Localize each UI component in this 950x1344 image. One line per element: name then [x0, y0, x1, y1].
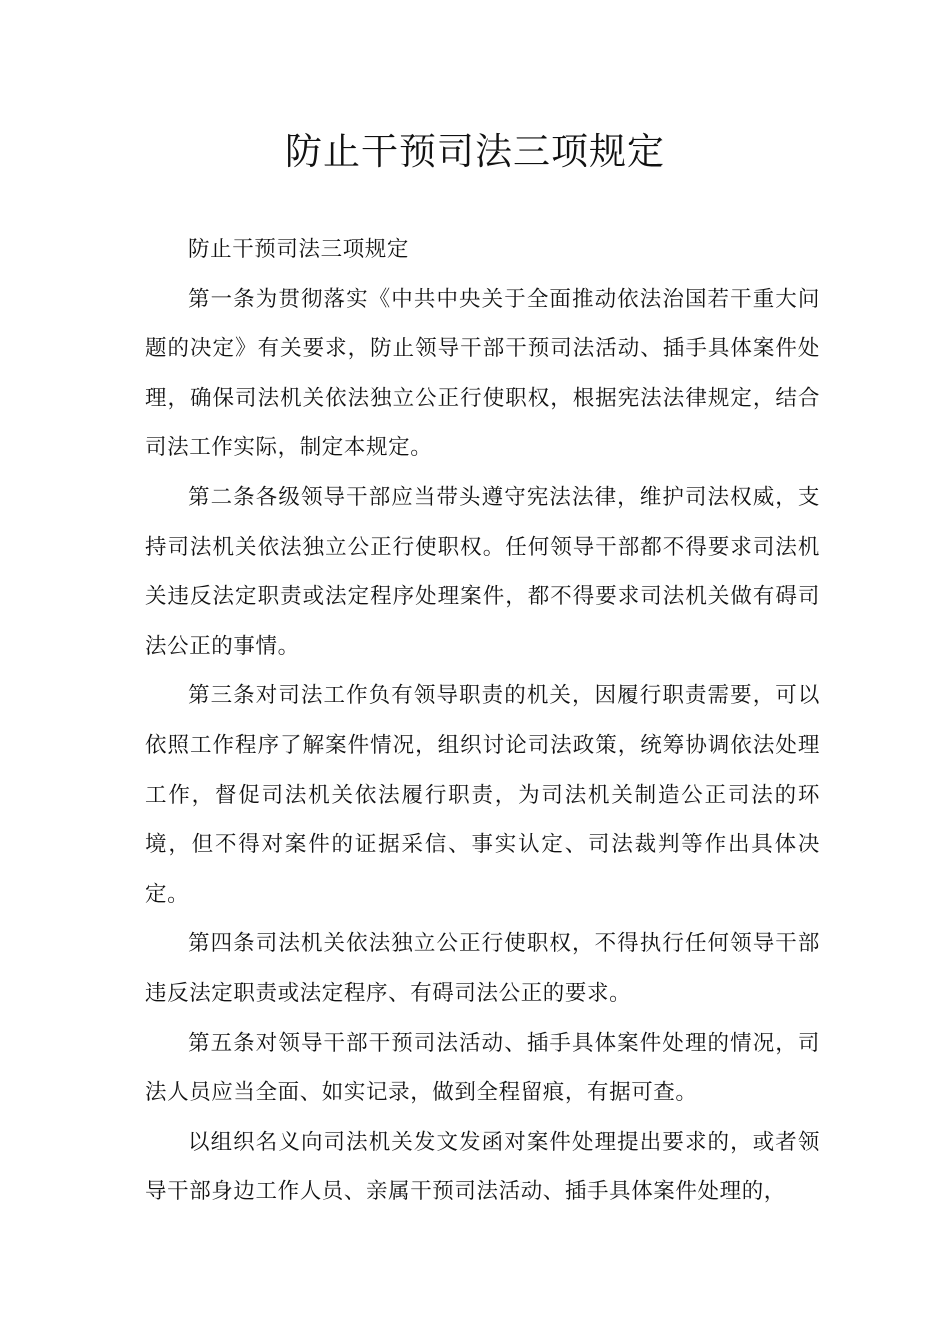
- paragraph-article-1: 第一条为贯彻落实《中共中央关于全面推动依法治国若干重大问题的决定》有关要求，防止领导干部干预司法活动、插手具体案件处理，确保司法机关依法独立公正行使职权，根据宪法法律规定，结合司法工作实际，制定本规定。: [145, 286, 820, 461]
- document-body: [145, 225, 820, 1217]
- paragraph-article-3: 第三条对司法工作负有领导职责的机关，因履行职责需要，可以依照工作程序了解案件情况，组织讨论司法政策，统筹协调依法处理工作，督促司法机关依法履行职责，为司法机关制造公正司法的环境，但不得对案件的证据采信、事实认定、司法裁判等作出具体决定。: [145, 683, 820, 907]
- paragraph-article-5: 第五条对领导干部干预司法活动、插手具体案件处理的情况，司法人员应当全面、如实记录，做到全程留痕，有据可查。: [145, 1030, 820, 1106]
- document-title: 防止干预司法三项规定: [285, 130, 665, 173]
- paragraph-article-4: 第四条司法机关依法独立公正行使职权，不得执行任何领导干部违反法定职责或法定程序、有碍司法公正的要求。: [145, 931, 820, 1006]
- paragraph-article-2: 第二条各级领导干部应当带头遵守宪法法律，维护司法权威，支持司法机关依法独立公正行使职权。任何领导干部都不得要求司法机关违反法定职责或法定程序处理案件，都不得要求司法机关做有碍司法公正的事情。: [145, 484, 820, 659]
- paragraph-subtitle: 防止干预司法三项规定: [188, 237, 410, 262]
- paragraph-article-5-continued: 以组织名义向司法机关发文发函对案件处理提出要求的，或者领导干部身边工作人员、亲属干预司法活动、插手具体案件处理的，: [145, 1129, 820, 1205]
